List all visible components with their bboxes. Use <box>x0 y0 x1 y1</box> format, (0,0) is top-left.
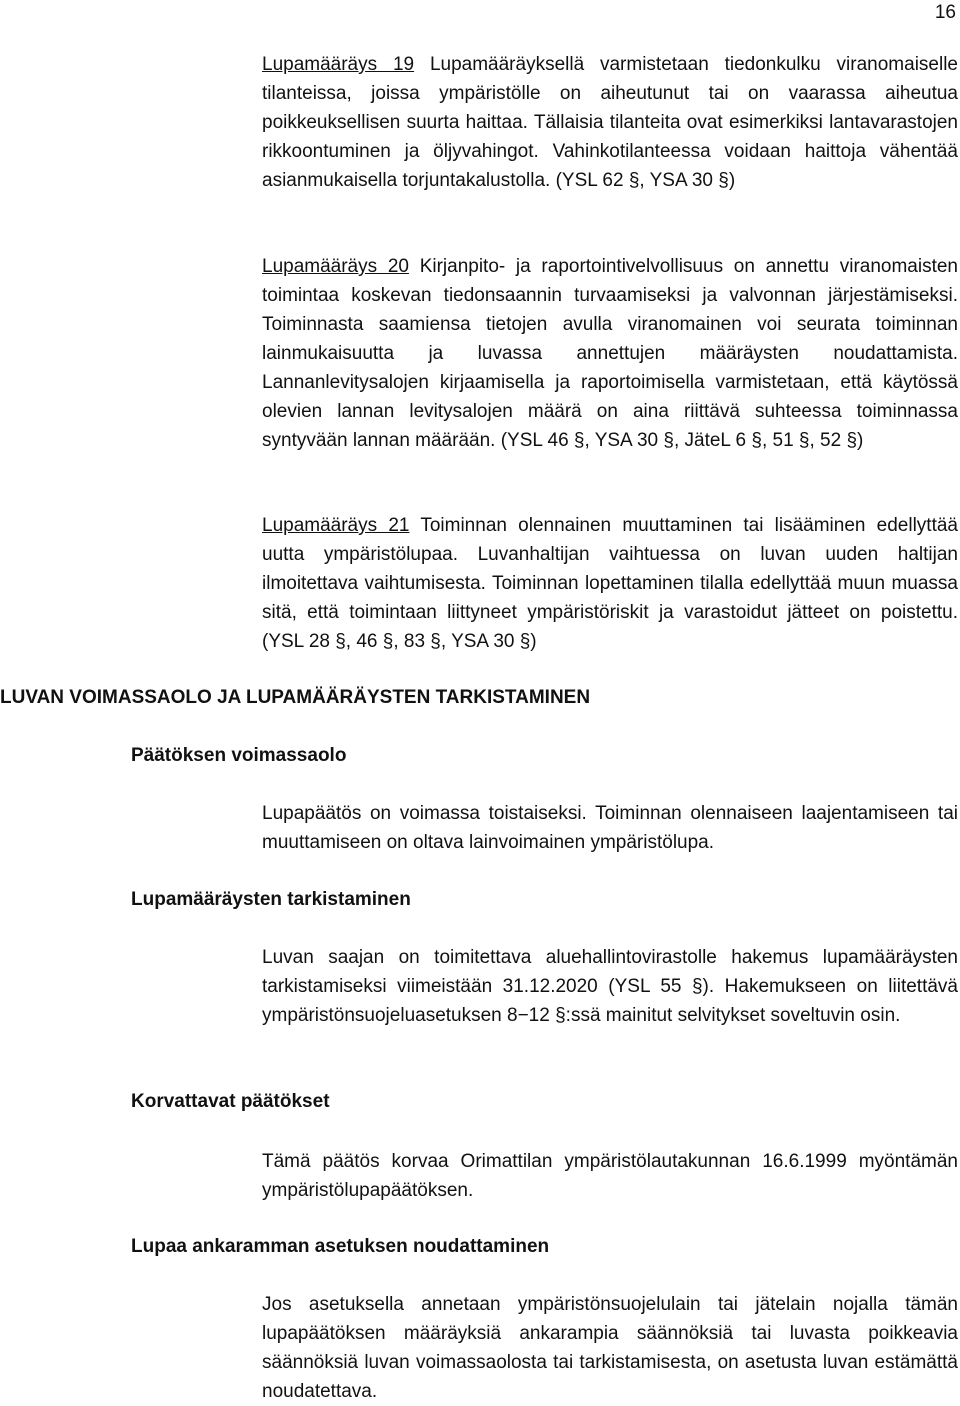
permit-regulation-label: Lupamääräys 19 <box>262 54 415 75</box>
page-number: 16 <box>934 2 956 23</box>
section-text-validity: Lupapäätös on voimassa toistaiseksi. Toiminnan olennaiseen laajentamiseen tai muuttamiseen on oltava lainvoimainen ympäristölupa. <box>262 803 958 853</box>
permit-regulation-label: Lupamääräys 20 <box>262 256 409 277</box>
section-heading-validity: Päätöksen voimassaolo <box>131 745 347 766</box>
permit-regulation-19 <box>262 50 958 195</box>
permit-regulation-text: Toiminnan olennainen muuttaminen tai lisääminen edellyttää uutta ympäristölupaa. Luvanhaltijan vaihtuessa on luvan uuden haltijan ilmoitettava vaihtumisesta. Toiminnan lopettaminen tilalla edellyttää muun muassa sitä, että toimintaan liittyneet ympäristöriskit ja varastoidut jätteet on poistettu. (YSL 28 §, 46 §, 83 §, YSA 30 §) <box>262 515 959 652</box>
section-text-replaced-decisions: Tämä päätös korvaa Orimattilan ympäristölautakunnan 16.6.1999 myöntämän ympäristölupapäätöksen. <box>262 1151 958 1201</box>
permit-regulation-21 <box>262 511 958 656</box>
main-heading: LUVAN VOIMASSAOLO JA LUPAMÄÄRÄYSTEN TARKISTAMINEN <box>0 687 591 708</box>
section-text-stricter-decree: Jos asetuksella annetaan ympäristönsuojelulain tai jätelain nojalla tämän lupapäätöksen määräyksiä ankarampia säännöksiä tai luvasta poikkeavia säännöksiä luvan voimassaolosta tai tarkistamisesta, on asetusta luvan estämättä noudatettava. <box>262 1294 958 1402</box>
permit-regulation-text: Kirjanpito- ja raportointivelvollisuus on annettu viranomaisten toimintaa koskevan tiedonsaannin turvaamiseksi ja valvonnan järjestämiseksi. Toiminnasta saamiensa tietojen avulla viranomainen voi seurata toiminnan lainmukaisuutta ja luvassa annettujen määräysten noudattamista. Lannanlevitysalojen kirjaamisella ja raportoimisella varmistetaan, että käytössä olevien lannan levitysalojen määrä on aina riittävä suhteessa toiminnassa syntyvään lannan määrään. (YSL 46 §, YSA 30 §, JäteL 6 §, 51 §, 52 §) <box>262 256 958 451</box>
section-heading-stricter-decree: Lupaa ankaramman asetuksen noudattaminen <box>131 1236 550 1257</box>
section-heading-review: Lupamääräysten tarkistaminen <box>131 889 411 910</box>
permit-regulation-text: Lupamääräyksellä varmistetaan tiedonkulku viranomaiselle tilanteissa, joissa ympäristölle on aiheutunut tai on vaarassa aiheutua poikkeuksellisen suurta haittaa. Tällaisia tilanteita ovat esimerkiksi lantavarastojen rikkoontuminen ja öljyvahingot. Vahinkotilanteessa voidaan haittoja vähentää asianmukaisella torjuntakalustolla. (YSL 62 §, YSA 30 §) <box>262 54 958 191</box>
section-text-review: Luvan saajan on toimitettava aluehallintovirastolle hakemus lupamääräysten tarkistamiseksi viimeistään 31.12.2020 (YSL 55 §). Hakemukseen on liitettävä ympäristönsuojeluasetuksen 8−12 §:ssä mainitut selvitykset soveltuvin osin. <box>262 947 958 1026</box>
permit-regulation-20 <box>262 252 958 455</box>
permit-regulation-label: Lupamääräys 21 <box>262 515 410 536</box>
section-heading-replaced-decisions: Korvattavat päätökset <box>131 1091 330 1112</box>
